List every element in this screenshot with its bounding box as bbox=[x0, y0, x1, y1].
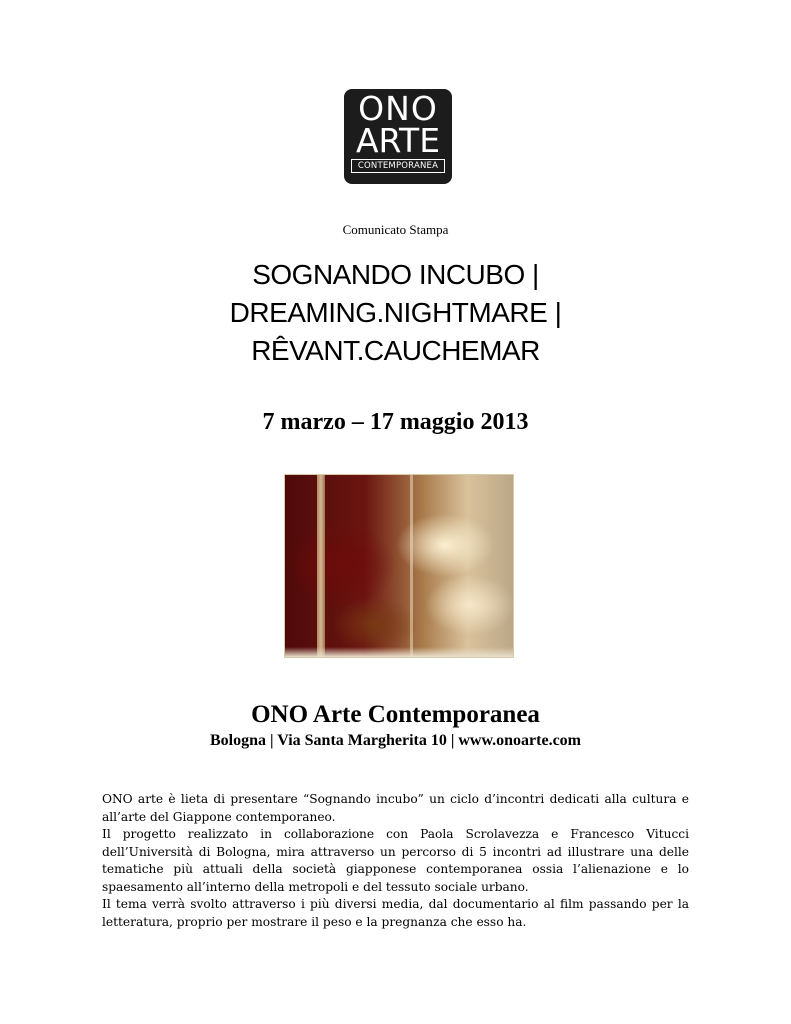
event-title bbox=[0, 256, 791, 370]
event-title-line: DREAMING.NIGHTMARE | bbox=[229, 297, 562, 328]
photo-light-streak bbox=[317, 475, 325, 657]
event-dates: 7 marzo – 17 maggio 2013 bbox=[262, 409, 529, 435]
venue-name: ONO Arte Contemporanea bbox=[251, 701, 540, 728]
photo-edge bbox=[285, 647, 513, 657]
photo-light-streak bbox=[410, 475, 413, 657]
press-release-body bbox=[102, 791, 689, 931]
press-release-label: Comunicato Stampa bbox=[342, 222, 449, 237]
ono-arte-logo bbox=[344, 89, 452, 184]
body-paragraph: ONO arte è lieta di presentare “Sognando incubo” un ciclo d’incontri dedicati alla cultura e all’arte del Giappone contemporaneo. bbox=[102, 792, 689, 824]
logo-ono-text: ONO bbox=[358, 89, 438, 128]
logo-arte-text: ARTE bbox=[355, 121, 441, 160]
body-paragraph: Il progetto realizzato in collaborazione con Paola Scrolavezza e Francesco Vitucci dell’Università di Bologna, mira attraverso un percorso di 5 incontri ad illustrare una delle tematiche più attuali della società giapponese contemporanea ossia l’alienazione e lo spaesamento all’interno della metropoli e del tessuto sociale urbano. bbox=[102, 827, 689, 894]
event-title-line: SOGNANDO INCUBO | bbox=[252, 259, 539, 290]
body-paragraph: Il tema verrà svolto attraverso i più diversi media, dal documentario al film passando per la letteratura, proprio per mostrare il peso e la pregnanza che esso ha. bbox=[102, 897, 689, 929]
artwork-photo bbox=[284, 474, 514, 658]
event-title-line: RÊVANT.CAUCHEMAR bbox=[251, 335, 540, 366]
venue-address: Bologna | Via Santa Margherita 10 | www.onoarte.com bbox=[209, 732, 582, 749]
logo-contemporanea-text: CONTEMPORANEA bbox=[351, 159, 445, 173]
